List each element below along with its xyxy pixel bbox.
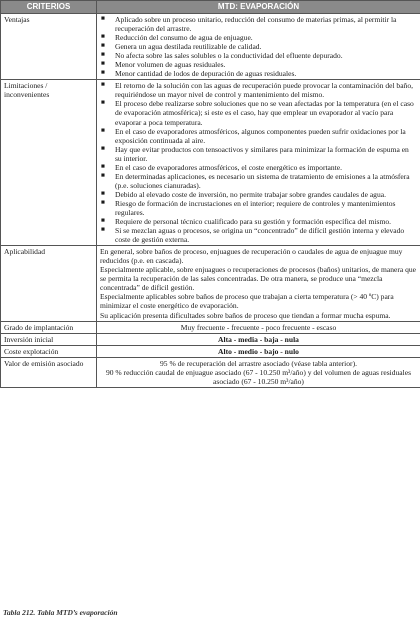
criterion-aplicabilidad: Aplicabilidad [1, 246, 97, 321]
row-grado-implantacion [1, 321, 420, 333]
list-item [100, 51, 417, 60]
row-coste-explotacion [1, 345, 420, 357]
table-header-row [1, 1, 420, 14]
value-aplicabilidad [97, 246, 420, 321]
bullet-icon: ■ [101, 189, 105, 197]
value-limitaciones [97, 80, 420, 246]
criterion-valor-emision: Valor de emisión asociado [1, 357, 97, 387]
bullet-icon: ■ [101, 198, 105, 206]
list-item-text: Aplicado sobre un proceso unitario, reducción del consumo de materias primas, al permitir la recuperación del arrastre. [115, 15, 397, 34]
list-item [100, 127, 417, 145]
list-item [100, 217, 417, 226]
list-item [100, 163, 417, 172]
list-item-text: Si se mezclan aguas o procesos, se origina un “concentrado” de difícil gestión interna y elevado coste de gestión externa. [115, 226, 405, 245]
bullet-icon: ■ [101, 226, 105, 234]
bullet-icon: ■ [101, 15, 105, 22]
bullet-icon: ■ [101, 69, 105, 77]
list-item-text: Menor volumen de aguas residuales. [115, 60, 226, 70]
criterion-grado-implantacion: Grado de implantación [1, 321, 97, 333]
list-item-text: El proceso debe realizarse sobre soluciones que no se vean afectadas por la temperatura (en el caso de evaporación atmosférica); si este es el caso, hay que emplear un evaporador al vacío para evaporar a poca temperatura. [115, 99, 414, 127]
list-item [100, 33, 417, 42]
bullet-icon: ■ [101, 99, 105, 107]
row-inversion-inicial [1, 333, 420, 345]
list-item-text: Riesgo de formación de incrustaciones en el interior; requiere de controles y mantenimientos regulares. [115, 198, 396, 217]
bullet-icon: ■ [101, 51, 105, 59]
paragraph: Su aplicación presenta dificultades sobre baños de proceso que tiendan a formar mucha espuma. [100, 310, 391, 320]
bullet-icon: ■ [101, 81, 105, 89]
list-item-text: En determinadas aplicaciones, es necesario un sistema de tratamiento de emisiones a la atmósfera (p.e. soluciones cianuradas). [115, 171, 410, 190]
criterion-coste-explotacion: Coste explotación [1, 345, 97, 357]
list-item-text: No afecta sobre las sales solubles o la conductividad del efluente depurado. [115, 51, 343, 61]
paragraph: Especialmente aplicable, sobre enjuagues o recuperaciones de procesos (baños) unitarios, de manera que se permita la recuperación de las sales concentradas. De otra manera, se produce una “mezcla concentrada” de difícil gestión. [100, 265, 416, 293]
list-item [100, 69, 417, 78]
list-item-text: Hay que evitar productos con tensoactivos y similares para minimizar la formación de espuma en su interior. [115, 144, 409, 163]
list-item [100, 145, 417, 163]
header-criterios: CRITERIOS [1, 1, 97, 14]
list-item [100, 15, 417, 33]
row-aplicabilidad [1, 246, 420, 321]
bullet-icon: ■ [101, 162, 105, 170]
limitaciones-list [100, 81, 417, 244]
list-item-text: Reducción del consumo de agua de enjuague. [115, 33, 253, 43]
emission-line-1: 95 % de recuperación del arrastre asociado (véase tabla anterior). [160, 358, 357, 368]
list-item-text: Requiere de personal técnico cualificado para su gestión y formación específica del mismo. [115, 217, 391, 227]
value-grado-implantacion: Muy frecuente - frecuente - poco frecuente - escaso [97, 321, 420, 333]
list-item-text: En el caso de evaporadores atmosféricos, algunos componentes pueden sufrir oxidaciones por la exposición continuada al aire. [115, 126, 406, 145]
paragraph: Especialmente aplicables sobre baños de proceso que trabajan a cierta temperatura (> 40 ºC) para minimizar el coste energético de evaporación. [100, 292, 394, 311]
criterion-inversion-inicial: Inversión inicial [1, 333, 97, 345]
paragraph: En general, sobre baños de proceso, enjuagues de recuperación o caudales de agua de enjuague muy reducidos (p.e. en cascada). [100, 247, 403, 266]
bullet-icon: ■ [101, 126, 105, 134]
list-item [100, 190, 417, 199]
row-ventajas [1, 14, 420, 80]
criterion-ventajas: Ventajas [1, 14, 97, 80]
list-item-text: Debido al elevado coste de inversión, no permite trabajar sobre grandes caudales de agua. [115, 189, 386, 199]
ventajas-list [100, 15, 417, 78]
list-item [100, 99, 417, 126]
list-item [100, 60, 417, 69]
list-item-text: El retorno de la solución con las aguas de recuperación puede provocar la contaminación del baño, requiriéndose un mayor nivel de control y mantenimiento del mismo. [115, 81, 413, 100]
list-item [100, 81, 417, 99]
bullet-icon: ■ [101, 217, 105, 225]
list-item [100, 172, 417, 190]
row-limitaciones [1, 80, 420, 246]
list-item-text: Menor cantidad de lodos de depuración de aguas residuales. [115, 69, 297, 79]
bullet-icon: ■ [101, 33, 105, 41]
row-valor-emision [1, 357, 420, 387]
emission-line-2: 90 % reducción caudal de enjuague asociado (67 - 10.250 m³/año) y del volumen de aguas residuales asociado (67 - 10.250 m³/año) [105, 367, 412, 386]
value-ventajas [97, 14, 420, 80]
bullet-icon: ■ [101, 60, 105, 68]
value-inversion-inicial: Alta - media - baja - nula [97, 333, 420, 345]
criterion-limitaciones: Limitaciones / inconvenientes [1, 80, 97, 246]
value-coste-explotacion: Alto - medio - bajo - nulo [97, 345, 420, 357]
value-valor-emision [97, 357, 420, 387]
bullet-icon: ■ [101, 171, 105, 179]
table-caption: Tabla 212. Tabla MTD’s evaporación [3, 608, 118, 617]
bullet-icon: ■ [101, 144, 105, 152]
list-item [100, 42, 417, 51]
list-item-text: En el caso de evaporadores atmosféricos, el coste energético es importante. [115, 162, 343, 172]
list-item [100, 199, 417, 217]
header-mtd-evaporacion: MTD: EVAPORACIÓN [97, 1, 420, 14]
list-item-text: Genera un agua destilada reutilizable de calidad. [115, 42, 262, 52]
list-item [100, 226, 417, 244]
bullet-icon: ■ [101, 42, 105, 50]
